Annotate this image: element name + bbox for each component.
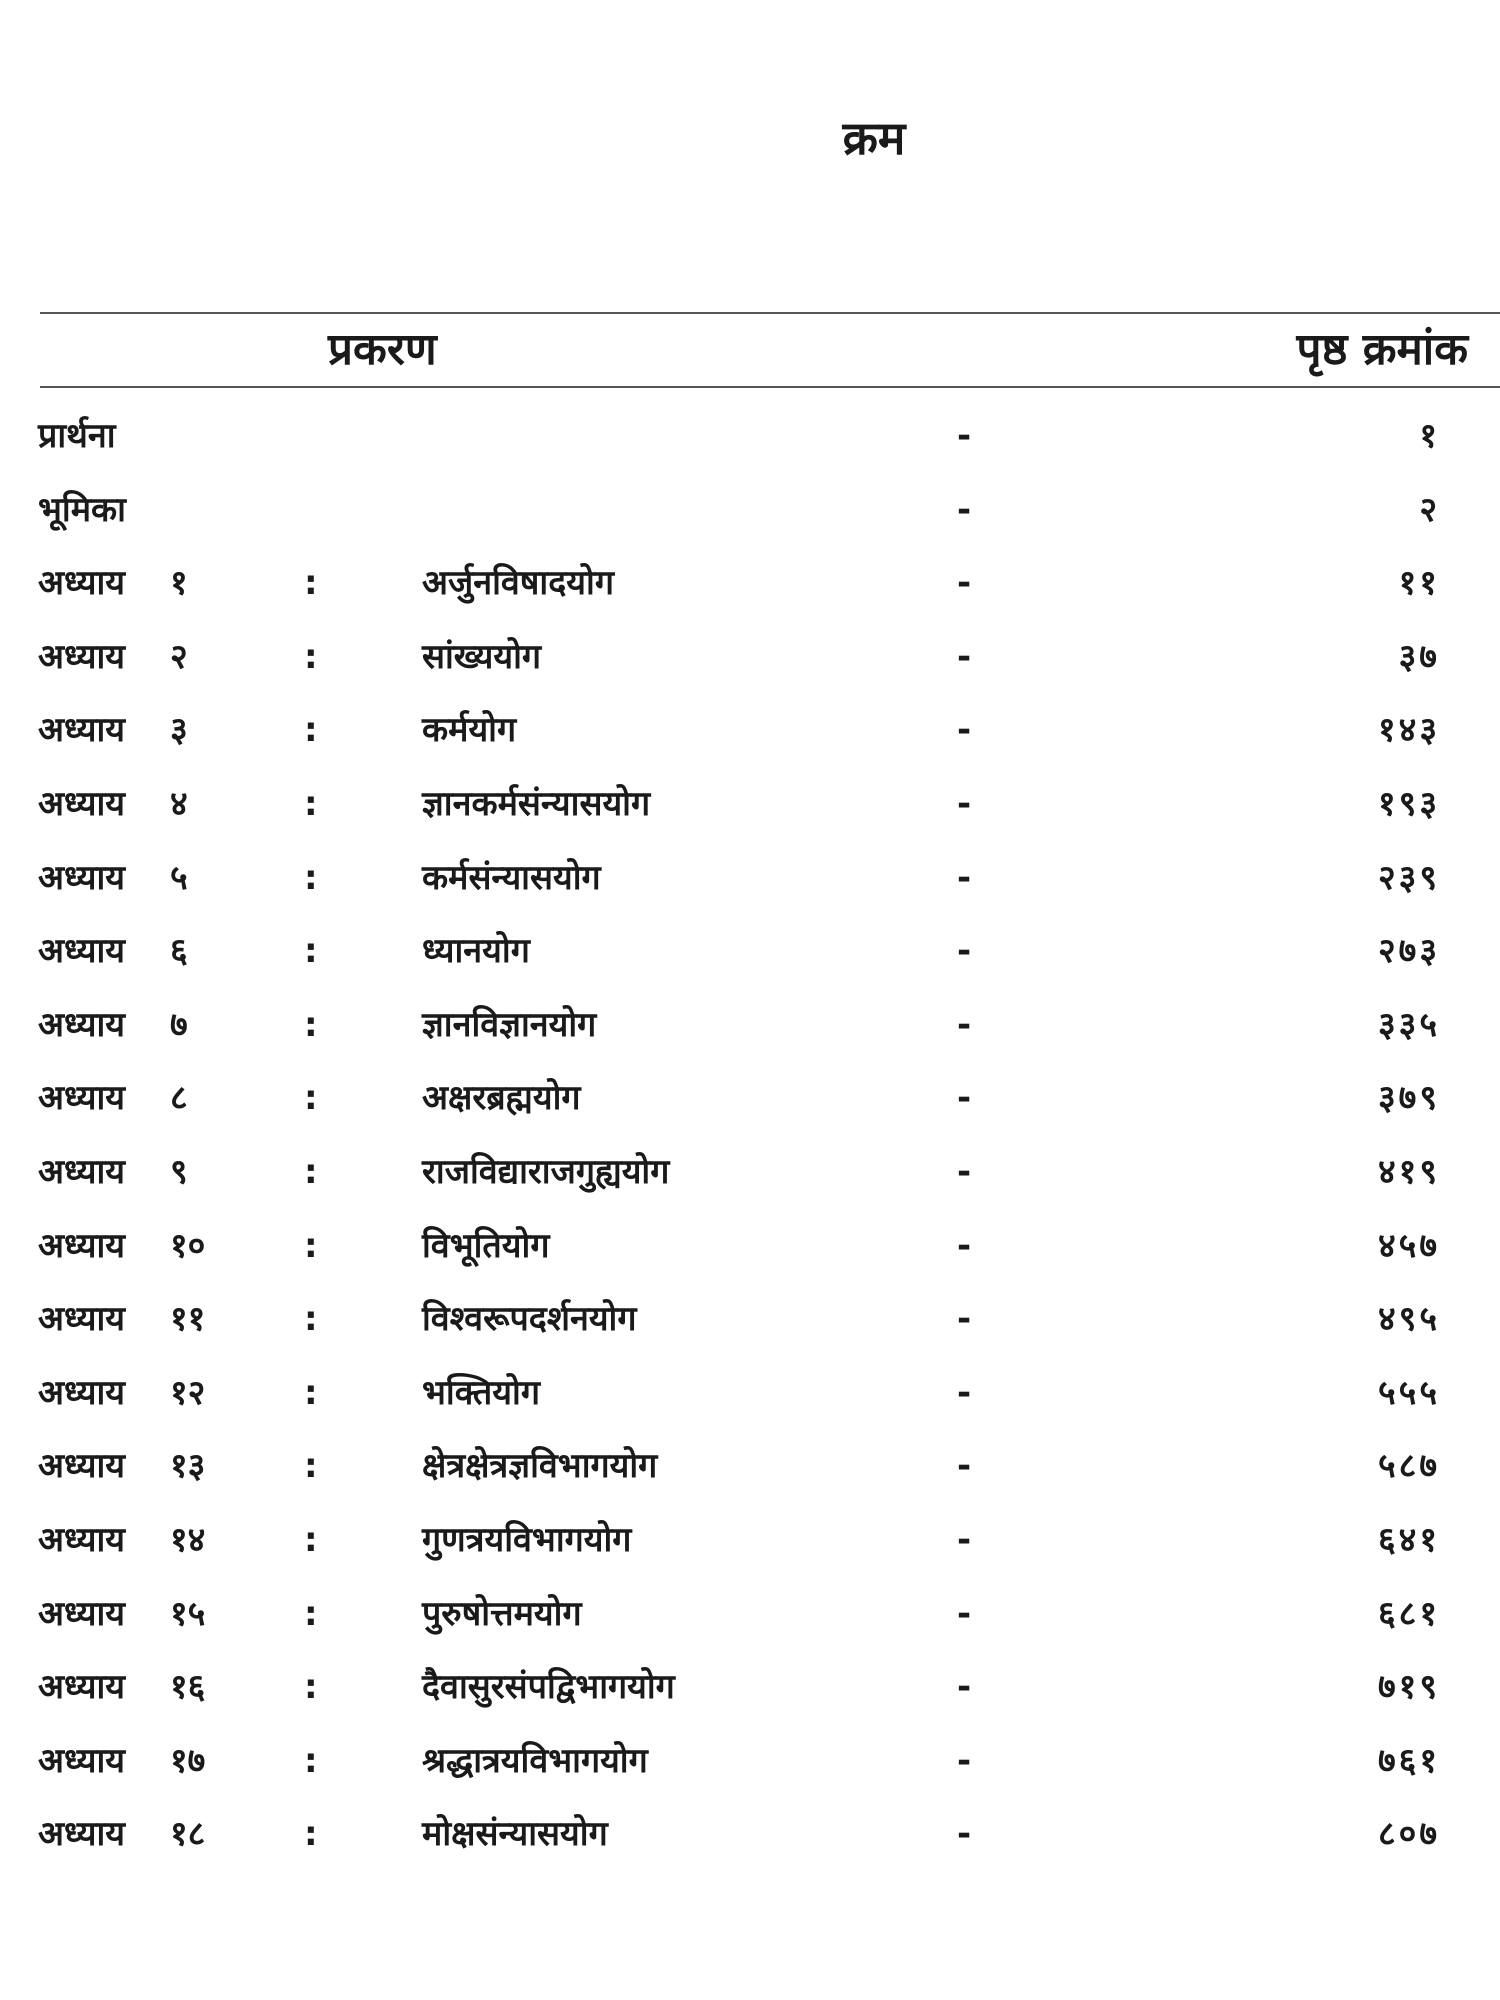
- colon-separator: :: [304, 1152, 318, 1192]
- entry-label: अध्याय: [38, 1446, 126, 1487]
- chapter-name: गुणत्रयविभागयोग: [422, 1520, 632, 1560]
- chapter-number: १६: [170, 1667, 206, 1708]
- colon-separator: :: [304, 1225, 318, 1266]
- page-number: २७३: [1377, 931, 1440, 972]
- dash-separator: -: [956, 931, 972, 972]
- entry-label: प्रार्थना: [38, 416, 116, 456]
- page-title: क्रम: [842, 111, 906, 165]
- chapter-number: १७: [170, 1740, 206, 1781]
- chapter-number: ५: [170, 857, 188, 898]
- page-number: २३९: [1377, 857, 1440, 898]
- chapter-number: १८: [170, 1814, 206, 1855]
- toc-row: [0, 1436, 1500, 1496]
- entry-label: अध्याय: [38, 636, 126, 677]
- dash-separator: -: [956, 1814, 972, 1855]
- chapter-number: १५: [170, 1593, 206, 1634]
- entry-label: अध्याय: [38, 931, 126, 972]
- page-number: ४९५: [1377, 1299, 1440, 1340]
- colon-separator: :: [304, 1446, 318, 1487]
- colon-separator: :: [304, 1814, 318, 1855]
- toc-row: [0, 700, 1500, 760]
- dash-separator: -: [956, 563, 972, 604]
- colon-separator: :: [304, 857, 318, 898]
- column-header-page-number: पृष्ठ क्रमांक: [1296, 324, 1468, 375]
- colon-separator: :: [304, 1740, 318, 1781]
- page-number: ६८१: [1377, 1593, 1440, 1634]
- entry-label: अध्याय: [38, 1078, 126, 1119]
- chapter-number: १४: [170, 1520, 206, 1560]
- colon-separator: :: [304, 1520, 318, 1560]
- dash-separator: -: [956, 636, 972, 677]
- toc-row: [0, 774, 1500, 834]
- colon-separator: :: [304, 1593, 318, 1634]
- chapter-number: ८: [170, 1078, 188, 1119]
- colon-separator: :: [304, 931, 318, 972]
- chapter-name: अक्षरब्रह्मयोग: [422, 1078, 581, 1119]
- dash-separator: -: [956, 1520, 972, 1560]
- chapter-name: दैवासुरसंपद्विभागयोग: [422, 1667, 675, 1708]
- page-number: ८०७: [1377, 1814, 1440, 1855]
- chapter-number: १२: [170, 1372, 206, 1413]
- chapter-name: क्षेत्रक्षेत्रज्ञविभागयोग: [422, 1446, 658, 1487]
- toc-row: [0, 1804, 1500, 1864]
- chapter-name: कर्मसंन्यासयोग: [422, 857, 601, 898]
- toc-row: [0, 1363, 1500, 1423]
- header-rule-bottom: [40, 386, 1500, 388]
- page-number: ११: [1398, 563, 1440, 604]
- colon-separator: :: [304, 1667, 318, 1708]
- chapter-name: राजविद्याराजगुह्ययोग: [422, 1152, 670, 1192]
- dash-separator: -: [956, 416, 972, 456]
- toc-row: [0, 921, 1500, 981]
- colon-separator: :: [304, 784, 318, 824]
- chapter-number: ३: [170, 710, 188, 751]
- chapter-name: ध्यानयोग: [422, 931, 530, 972]
- toc-row: [0, 995, 1500, 1055]
- colon-separator: :: [304, 1004, 318, 1045]
- dash-separator: -: [956, 1667, 972, 1708]
- toc-row: [0, 406, 1500, 466]
- toc-row: [0, 553, 1500, 613]
- entry-label: भूमिका: [38, 489, 126, 530]
- toc-row: [0, 480, 1500, 540]
- chapter-number: १३: [170, 1446, 206, 1487]
- page-number: १४३: [1377, 710, 1440, 751]
- page-number: ४१९: [1377, 1152, 1440, 1192]
- dash-separator: -: [956, 489, 972, 530]
- entry-label: अध्याय: [38, 857, 126, 898]
- entry-label: अध्याय: [38, 1740, 126, 1781]
- toc-row: [0, 848, 1500, 908]
- chapter-name: अर्जुनविषादयोग: [422, 563, 614, 604]
- chapter-name: ज्ञानकर्मसंन्यासयोग: [422, 784, 651, 824]
- page-number: ५५५: [1377, 1372, 1440, 1413]
- colon-separator: :: [304, 710, 318, 751]
- page-number: ३७९: [1377, 1078, 1440, 1119]
- colon-separator: :: [304, 1078, 318, 1119]
- dash-separator: -: [956, 1152, 972, 1192]
- toc-row: [0, 1289, 1500, 1349]
- entry-label: अध्याय: [38, 1152, 126, 1192]
- toc-row: [0, 1657, 1500, 1717]
- page-number: ३७: [1398, 636, 1440, 677]
- entry-label: अध्याय: [38, 563, 126, 604]
- dash-separator: -: [956, 710, 972, 751]
- chapter-name: ज्ञानविज्ञानयोग: [422, 1004, 597, 1045]
- colon-separator: :: [304, 563, 318, 604]
- column-header-section: प्रकरण: [328, 324, 437, 375]
- chapter-number: १०: [170, 1225, 206, 1266]
- page-number: १: [1419, 416, 1440, 456]
- chapter-name: भक्तियोग: [422, 1372, 540, 1413]
- page-number: ५८७: [1377, 1446, 1440, 1487]
- toc-row: [0, 1731, 1500, 1791]
- page-number: २: [1419, 489, 1440, 530]
- dash-separator: -: [956, 1740, 972, 1781]
- dash-separator: -: [956, 784, 972, 824]
- chapter-name: पुरुषोत्तमयोग: [422, 1593, 582, 1634]
- page-number: १९३: [1377, 784, 1440, 824]
- page-number: ७६१: [1377, 1740, 1440, 1781]
- entry-label: अध्याय: [38, 1667, 126, 1708]
- entry-label: अध्याय: [38, 1225, 126, 1266]
- colon-separator: :: [304, 636, 318, 677]
- entry-label: अध्याय: [38, 1299, 126, 1340]
- toc-row: [0, 627, 1500, 687]
- chapter-number: १: [170, 563, 188, 604]
- chapter-name: विभूतियोग: [422, 1225, 550, 1266]
- page-number: ३३५: [1377, 1004, 1440, 1045]
- chapter-name: सांख्ययोग: [422, 636, 542, 677]
- dash-separator: -: [956, 1225, 972, 1266]
- dash-separator: -: [956, 1078, 972, 1119]
- colon-separator: :: [304, 1372, 318, 1413]
- chapter-number: ६: [170, 931, 188, 972]
- chapter-number: २: [170, 636, 188, 677]
- dash-separator: -: [956, 1004, 972, 1045]
- dash-separator: -: [956, 1593, 972, 1634]
- chapter-name: विश्वरूपदर्शनयोग: [422, 1299, 637, 1340]
- dash-separator: -: [956, 1372, 972, 1413]
- page-number: ४५७: [1377, 1225, 1440, 1266]
- chapter-number: ९: [170, 1152, 188, 1192]
- entry-label: अध्याय: [38, 1520, 126, 1560]
- header-rule-top: [40, 312, 1500, 314]
- chapter-name: मोक्षसंन्यासयोग: [422, 1814, 608, 1855]
- toc-row: [0, 1216, 1500, 1276]
- chapter-number: ७: [170, 1004, 188, 1045]
- dash-separator: -: [956, 857, 972, 898]
- page-number: ७१९: [1377, 1667, 1440, 1708]
- entry-label: अध्याय: [38, 784, 126, 824]
- chapter-name: कर्मयोग: [422, 710, 517, 751]
- toc-row: [0, 1142, 1500, 1202]
- colon-separator: :: [304, 1299, 318, 1340]
- entry-label: अध्याय: [38, 710, 126, 751]
- chapter-number: ४: [170, 784, 188, 824]
- entry-label: अध्याय: [38, 1004, 126, 1045]
- chapter-name: श्रद्धात्रयविभागयोग: [422, 1740, 648, 1781]
- page-number: ६४१: [1377, 1520, 1440, 1560]
- toc-row: [0, 1068, 1500, 1128]
- toc-row: [0, 1510, 1500, 1570]
- toc-row: [0, 1584, 1500, 1644]
- entry-label: अध्याय: [38, 1814, 126, 1855]
- entry-label: अध्याय: [38, 1593, 126, 1634]
- dash-separator: -: [956, 1299, 972, 1340]
- dash-separator: -: [956, 1446, 972, 1487]
- chapter-number: ११: [170, 1299, 206, 1340]
- entry-label: अध्याय: [38, 1372, 126, 1413]
